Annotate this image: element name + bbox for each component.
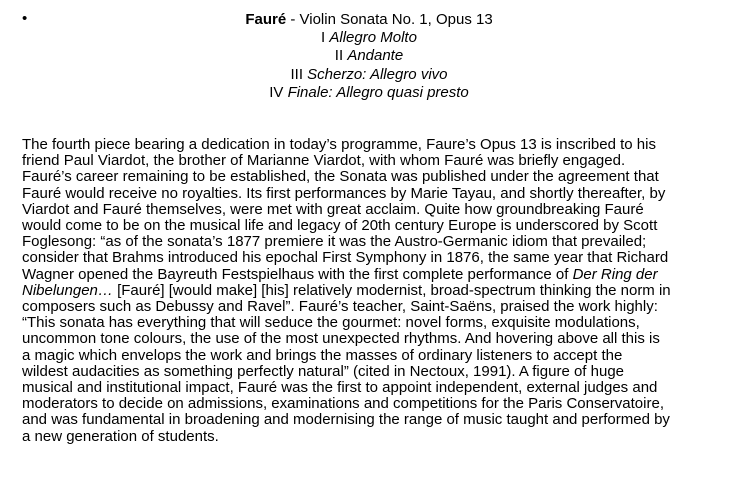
- paragraph-line: The fourth piece bearing a dedication in today’s programme, Faure’s Opus 13 is inscribed to his: [22, 136, 656, 153]
- paragraph-line: wildest audacities as something perfectly natural” (cited in Nectoux, 1991). A figure of huge: [22, 362, 624, 380]
- paragraph-line: and was fundamental in broadening and modernising the range of music taught and performed by: [22, 411, 670, 429]
- composer-name: Fauré: [245, 11, 287, 28]
- paragraph-line: would come to be on the musical life and legacy of 20th century Europe is underscored by Scott: [22, 217, 658, 235]
- work-reference: Der Ring der: [572, 265, 658, 283]
- work-reference: Nibelungen…: [22, 281, 113, 299]
- movement-title: Andante: [347, 47, 404, 65]
- paragraph-line: musical and institutional impact, Fauré was the first to appoint independent, external judges and: [22, 379, 658, 397]
- line-text: [Fauré] [would make] [his] relatively modernist, broad-spectrum thinking the norm in: [112, 281, 671, 299]
- program-entry: [0, 11, 738, 102]
- paragraph-line: Viardot and Fauré themselves, were met with great acclaim. Quite how groundbreaking Fauré: [22, 200, 644, 218]
- work-heading: [0, 11, 738, 29]
- list-bullet: •: [22, 10, 28, 27]
- movement-numeral: II: [334, 47, 348, 65]
- line-text: Wagner opened the Bayreuth Festspielhaus with the first complete performance of: [22, 265, 573, 283]
- movement-line: [0, 29, 738, 47]
- programme-note: [22, 137, 722, 445]
- paragraph-line: Foglesong: “as of the sonata’s 1877 premiere it was the Austro-Germanic idiom that prevailed;: [22, 233, 647, 251]
- movement-numeral: I: [321, 29, 330, 47]
- paragraph-line: “This sonata has everything that will seduce the gourmet: novel forms, exquisite modulations,: [22, 314, 640, 332]
- movement-line: [0, 84, 738, 102]
- movement-numeral: IV: [269, 83, 288, 101]
- paragraph-line: a new generation of students.: [22, 427, 219, 445]
- paragraph-line: [22, 283, 722, 299]
- movement-line: [0, 66, 738, 84]
- work-title: - Violin Sonata No. 1, Opus 13: [286, 11, 493, 28]
- paragraph-line: [22, 267, 722, 283]
- paragraph-line: a magic which envelops the work and brings the masses of ordinary listeners to accept the: [22, 346, 623, 364]
- paragraph-line: friend Paul Viardot, the brother of Marianne Viardot, with whom Fauré was briefly engaged.: [22, 152, 626, 170]
- paragraph-line: uncommon tone colours, the use of the most unexpected rhythms. And hovering above all this is: [22, 330, 660, 348]
- movement-title: Allegro Molto: [329, 29, 417, 47]
- paragraph-line: consider that Brahms introduced his epochal First Symphony in 1876, the same year that Richard: [22, 249, 669, 267]
- paragraph-line: Fauré’s career remaining to be established, the Sonata was published under the agreement that: [22, 168, 659, 186]
- movement-title: Scherzo: Allegro vivo: [307, 65, 448, 83]
- movement-title: Finale: Allegro quasi presto: [287, 83, 469, 101]
- movement-line: [0, 47, 738, 65]
- paragraph-line: Fauré would receive no royalties. Its first performances by Marie Tayau, and shortly thereafter, by: [22, 184, 666, 202]
- paragraph-line: composers such as Debussy and Ravel”. Fauré’s teacher, Saint-Saëns, praised the work highly:: [22, 298, 658, 316]
- paragraph-line: moderators to decide on admissions, examinations and competitions for the Paris Conservatoire,: [22, 395, 664, 413]
- movement-numeral: III: [290, 65, 308, 83]
